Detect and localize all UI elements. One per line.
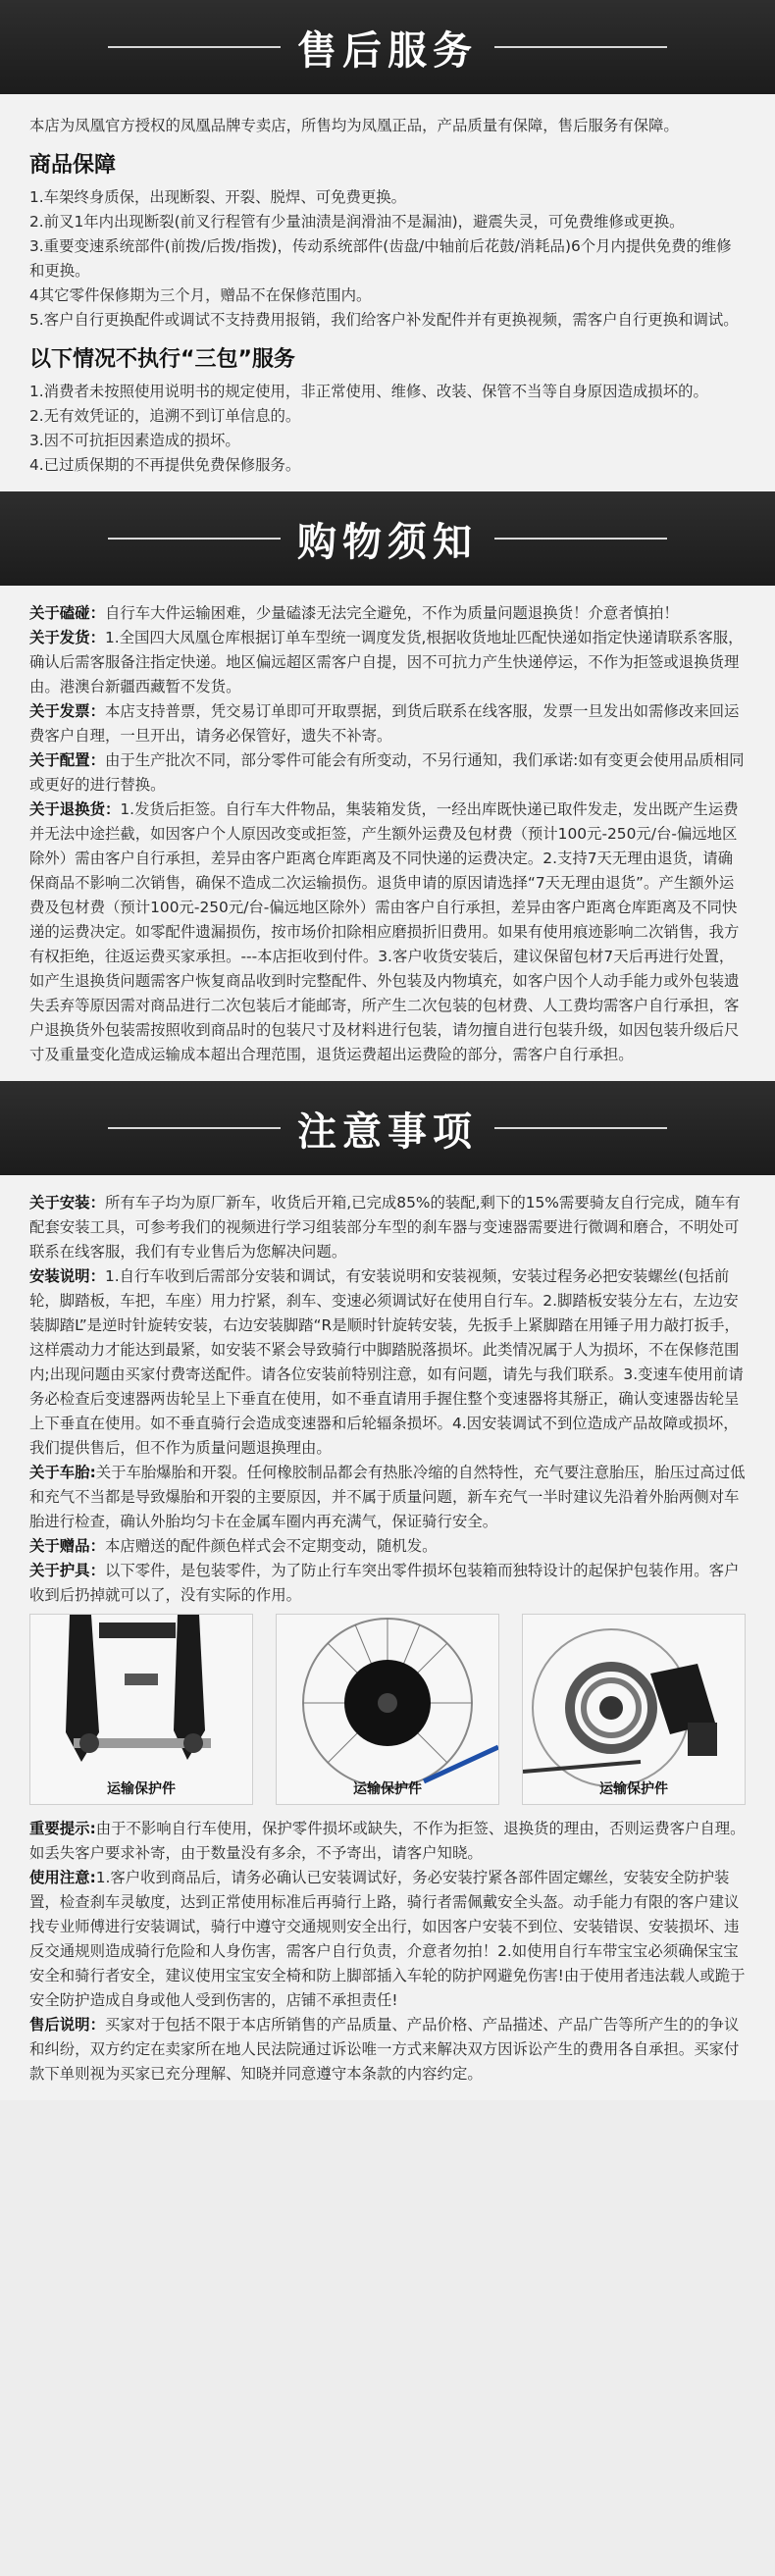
- intro-text: 本店为凤凰官方授权的凤凰品牌专卖店，所售均为凤凰正品，产品质量有保障，售后服务有保障。: [29, 117, 679, 134]
- banner-title: 购物须知: [297, 519, 478, 565]
- exclusion-heading: 以下情况不执行“三包”服务: [29, 347, 295, 372]
- precaution-paragraph: [29, 1264, 746, 1461]
- guarantee-item: 3.重要变速系统部件(前拨/后拨/指拨)，传动系统部件(齿盘/中轴前后花鼓/消耗品)6个月内提供免费的维修和更换。: [29, 237, 732, 280]
- banner-rule-right: [494, 538, 667, 540]
- guarantee-item: 5.客户自行更换配件或调试不支持费用报销，我们给客户补发配件并有更换视频，需客户自行更换和调试。: [29, 311, 739, 329]
- precaution-label: 售后说明：: [29, 2016, 105, 2034]
- precaution-paragraph: [29, 1461, 746, 1534]
- precautions-section: [0, 1175, 775, 2100]
- precaution-text: 买家对于包括不限于本店所销售的产品质量、产品价格、产品描述、产品广告等所产生的的争议和纠纷，双方约定在卖家所在地人民法院通过诉讼唯一方式来解决双方因诉讼产生的费用各自承担。买家付款下单则视为买家已充分理解、知晓并同意遵守本条款的内容约定。: [29, 2016, 740, 2083]
- precaution-text: 关于车胎爆胎和开裂。任何橡胶制品都会有热胀冷缩的自然特性，充气要注意胎压，胎压过高过低和充气不当都是导致爆胎和开裂的主要原因，并不属于质量问题，新车充气一半时建议先沿着外胎两侧对车胎进行检查，确认外胎均匀卡在金属车圈内再充满气，保证骑行安全。: [29, 1464, 746, 1530]
- notice-label: 关于配置：: [29, 751, 105, 769]
- notice-label: 关于磕碰：: [29, 604, 105, 622]
- banner-rule-left: [108, 1127, 281, 1129]
- notice-text: 1.发货后拒签。自行车大件物品，集装箱发货，一经出库既快递已取件发走，发出既产生运费并无法中途拦截，如因客户个人原因改变或拒签，产生额外运费及包材费（预计100元-250元/台-偏远地区除外）需由客户自行承担，差异由客户距离仓库距离及不同快递的运费决定。2.支持7天无理由退货，请确保商品不影响二次销售，确保不造成二次运输损伤。退货申请的原因请选择“7天无理由退货”。产生额外运费及包材费（预计100元-250元/台-偏远地区除外）需由客户自行承担，差异由客户距离仓库距离及不同快递的运费决定。如零配件遗漏损伤，按市场价扣除相应磨损折旧费用。如果有使用痕迹影响二次销售，我方有权拒绝，往返运费买家承担。---本店拒收到付件。3.客户收货安装后，建议保留包材7天后再进行处置，如产生退换货问题需客户恢复商品收到时完整配件、外包装及内物填充，如客户因个人动手能力或外包装遗失丢弃等原因需对商品进行二次包装后才能邮寄，所产生二次包装的包材费、人工费均需客户自行承担，客户退换货外包装需按照收到商品时的包装尺寸及材料进行包装，请勿擅自进行包装升级，如因包装升级后尺寸及重量变化造成运输成本超出合理范围，退货运费超出运费险的部分，需客户自行承担。: [29, 800, 740, 1063]
- precautions-banner: [0, 1081, 775, 1175]
- notice-text: 本店支持普票，凭交易订单即可开取票据，到货后联系在线客服，发票一旦发出如需修改来回运费客户自理，一旦开出，请务必保管好，遗失不补寄。: [29, 702, 740, 745]
- precaution-paragraph: [29, 1559, 746, 1608]
- banner-rule-right: [494, 1127, 667, 1129]
- fork-end-protector-icon: [30, 1615, 252, 1804]
- precaution-paragraph: [29, 2013, 746, 2087]
- precaution-label: 关于车胎:: [29, 1464, 96, 1481]
- precaution-label: 关于护具：: [29, 1562, 105, 1579]
- banner-rule-right: [494, 46, 667, 48]
- notice-text: 自行车大件运输困难，少量磕漆无法完全避免，不作为质量问题退换货！介意者慎拍！: [104, 604, 679, 622]
- precaution-text: 由于不影响自行车使用，保护零件损坏或缺失，不作为拒签、退换货的理由，否则运费客户自理。如丢失客户要求补寄，由于数量没有多余，不予寄出，请客户知晓。: [29, 1820, 746, 1862]
- precaution-text: 1.客户收到商品后，请务必确认已安装调试好，务必安装拧紧各部件固定螺丝，安装安全防护装置，检查刹车灵敏度，达到正常使用标准后再骑行上路，骑行者需佩戴安全头盔。动手能力有限的客户建议找专业师傅进行安装调试，骑行中遵守交通规则安全出行，如因客户安装不到位、安装错误、安装损坏、违反交通规则造成骑行危险和人身伤害，需客户自行负责，介意者勿拍！2.如使用自行车带宝宝必须确保宝宝安全和骑行者安全，建议使用宝宝安全椅和防上脚部插入车轮的防护网避免伤害!由于使用者违法载人或跪于安全防护造成自身或他人受到伤害的，店铺不承担责任!: [29, 1869, 746, 2009]
- photo-caption: 运输保护件: [107, 1781, 176, 1797]
- notice-label: 关于发票：: [29, 702, 105, 720]
- notice-text: 1.全国四大凤凰仓库根据订单车型统一调度发货,根据收货地址匹配快递如指定快递请联系客服，确认后需客服备注指定快递。地区偏远超区需客户自提，因不可抗力产生快递停运，不作为拒签或退换货理由。港澳台新疆西藏暂不发货。: [29, 629, 744, 696]
- guarantee-item: 4其它零件保修期为三个月，赠品不在保修范围内。: [29, 286, 372, 304]
- precaution-label: 关于赠品：: [29, 1537, 105, 1555]
- precaution-paragraph: [29, 1817, 746, 1866]
- notice-paragraph: [29, 798, 746, 1067]
- precaution-label: 安装说明：: [29, 1267, 105, 1285]
- photo-caption: 运输保护件: [599, 1781, 668, 1797]
- notice-text: 由于生产批次不同，部分零件可能会有所变动，不另行通知，我们承诺:如有变更会使用品质相同或更好的进行替换。: [29, 751, 745, 794]
- after-sales-banner: [0, 0, 775, 94]
- shopping-notice-banner: [0, 491, 775, 586]
- exclusion-item: 2.无有效凭证的，追溯不到订单信息的。: [29, 407, 301, 425]
- notice-paragraph: [29, 699, 746, 748]
- exclusion-item: 3.因不可抗拒因素造成的损坏。: [29, 432, 240, 449]
- shopping-notice-section: [0, 586, 775, 1081]
- notice-paragraph: [29, 626, 746, 699]
- protector-photo: [29, 1614, 253, 1805]
- precaution-text: 以下零件，是包装零件，为了防止行车突出零件损坏包装箱而独特设计的起保护包装作用。客户收到后扔掉就可以了，没有实际的作用。: [29, 1562, 740, 1604]
- precaution-label: 重要提示:: [29, 1820, 96, 1837]
- precaution-paragraph: [29, 1534, 746, 1559]
- derailleur-protector-icon: [523, 1615, 745, 1804]
- protector-photo-row: [29, 1614, 746, 1805]
- precaution-text: 1.自行车收到后需部分安装和调试，有安装说明和安装视频，安装过程务必把安装螺丝(包括前轮，脚踏板，车把，车座）用力拧紧，刹车、变速必须调试好在使用自行车。2.脚踏板安装分左右，左边安装脚踏L”是逆时针旋转安装，右边安装脚踏“R是顺时针旋转安装，先扳手上紧脚踏在用锤子用力敲打扳手，这样震动力才能达到最紧，如安装不紧会导致骑行中脚踏脱落损坏。此类情况属于人为损坏，不在保修范围内;出现问题由买家付费寄送配件。请各位安装前特别注意，如有问题，请先与我们联系。3.变速车使用前请务必检查后变速器两齿轮呈上下垂直在使用，如不垂直请用手握住整个变速器将其掰正，确认变速器齿轮呈上下垂直在使用。如不垂直骑行会造成变速器和后轮辐条损坏。4.因安装调试不到位造成产品故障或损坏，我们提供售后，但不作为质量问题退换理由。: [29, 1267, 744, 1457]
- disc-rotor-protector-icon: [277, 1615, 498, 1804]
- banner-title: 售后服务: [297, 27, 478, 74]
- guarantee-item: 1.车架终身质保，出现断裂、开裂、脱焊、可免费更换。: [29, 188, 407, 206]
- notice-paragraph: [29, 601, 746, 626]
- banner-rule-left: [108, 538, 281, 540]
- banner-rule-left: [108, 46, 281, 48]
- exclusion-item: 4.已过质保期的不再提供免费保修服务。: [29, 456, 301, 474]
- exclusion-item: 1.消费者未按照使用说明书的规定使用，非正常使用、维修、改装、保管不当等自身原因造成损坏的。: [29, 383, 708, 400]
- guarantee-heading: 商品保障: [29, 153, 117, 178]
- precaution-paragraph: [29, 1866, 746, 2013]
- notice-label: 关于发货：: [29, 629, 105, 646]
- notice-label: 关于退换货：: [29, 800, 121, 818]
- banner-title: 注意事项: [297, 1108, 478, 1155]
- after-sales-section: [0, 94, 775, 491]
- precaution-label: 使用注意:: [29, 1869, 96, 1886]
- precaution-text: 所有车子均为原厂新车，收货后开箱,已完成85%的装配,剩下的15%需要骑友自行完成，随车有配套安装工具，可参考我们的视频进行学习组装部分车型的刹车器与变速器需要进行微调和磨合，不明处可联系在线客服，我们有专业售后为您解决问题。: [29, 1194, 741, 1261]
- precaution-label: 关于安装：: [29, 1194, 105, 1211]
- photo-caption: 运输保护件: [353, 1781, 422, 1797]
- protector-photo: [522, 1614, 746, 1805]
- precaution-text: 本店赠送的配件颜色样式会不定期变动，随机发。: [104, 1537, 438, 1555]
- protector-photo: [276, 1614, 499, 1805]
- notice-paragraph: [29, 748, 746, 798]
- guarantee-item: 2.前叉1年内出现断裂(前叉行程管有少量油渍是润滑油不是漏油)，避震失灵，可免费维修或更换。: [29, 213, 685, 231]
- precaution-paragraph: [29, 1191, 746, 1264]
